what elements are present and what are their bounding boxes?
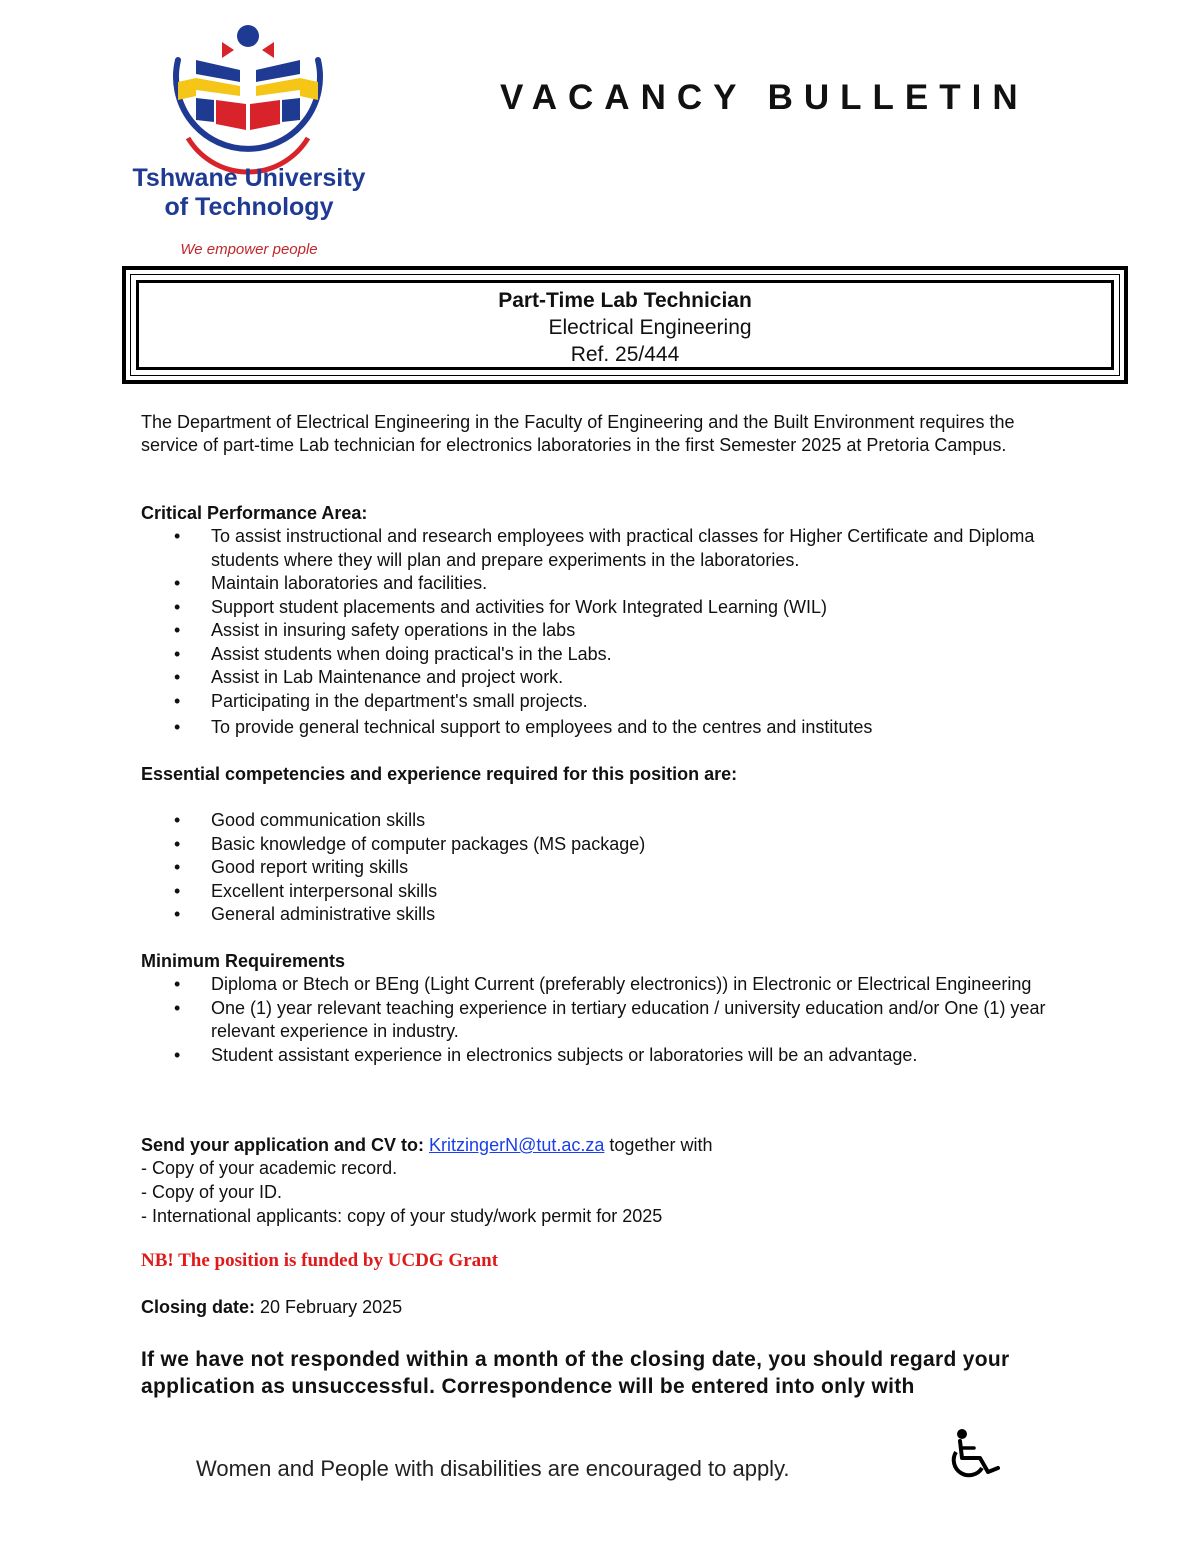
list-item: • Maintain laboratories and facilities. xyxy=(141,572,1071,596)
logo-emblem-icon xyxy=(118,20,380,265)
competencies-heading: Essential competencies and experience required for this position are: xyxy=(141,764,738,784)
list-item: • Good communication skills xyxy=(141,809,1071,833)
cpa-heading: Critical Performance Area: xyxy=(141,503,368,523)
list-item: • Assist in Lab Maintenance and project work. xyxy=(141,666,1071,690)
list-item: • Participating in the department's small projects. xyxy=(141,690,1071,714)
logo-tagline: We empower people xyxy=(180,241,318,258)
list-item: • Student assistant experience in electronics subjects or laboratories will be an advantage. xyxy=(141,1044,1071,1068)
list-item: • General administrative skills xyxy=(141,903,1071,927)
response-notice: If we have not responded within a month of the closing date, you should regard your application as unsuccessful. Correspondence will be entered into only with xyxy=(141,1348,1010,1398)
email-link[interactable]: KritzingerN@tut.ac.za xyxy=(429,1135,605,1155)
job-title-box xyxy=(122,266,1128,384)
requirements-heading: Minimum Requirements xyxy=(141,951,346,971)
list-item: • To assist instructional and research employees with practical classes for Higher Certificate and Diploma students where they will plan and prepare experiments in the laboratories. xyxy=(141,525,1071,572)
list-item: • Support student placements and activities for Work Integrated Learning (WIL) xyxy=(141,596,1071,620)
equity-statement: Women and People with disabilities are encouraged to apply. xyxy=(196,1456,790,1481)
intro-paragraph: The Department of Electrical Engineering in the Faculty of Engineering and the Built Environment requires the service of part-time Lab technician for electronics laboratories in the first Semester 2025 at Pretoria Campus. xyxy=(141,412,1015,455)
university-logo xyxy=(118,20,380,265)
job-title: Part-Time Lab Technician xyxy=(498,289,752,312)
list-item: • Basic knowledge of computer packages (MS package) xyxy=(141,833,1071,857)
list-item: • Assist in insuring safety operations in the labs xyxy=(141,619,1071,643)
list-item: • Excellent interpersonal skills xyxy=(141,880,1071,904)
application-item: - Copy of your academic record. xyxy=(141,1158,398,1178)
cpa-list xyxy=(141,525,1071,740)
closing-value: 20 February 2025 xyxy=(260,1297,403,1317)
application-item: - International applicants: copy of your study/work permit for 2025 xyxy=(141,1206,663,1226)
job-reference: Ref. 25/444 xyxy=(570,343,680,366)
application-lead: Send your application and CV to: xyxy=(141,1135,425,1155)
closing-label: Closing date: xyxy=(141,1297,256,1317)
logo-line2: of Technology xyxy=(164,193,334,221)
list-item: • One (1) year relevant teaching experience in tertiary education / university education and/or One (1) year relevant experience in industry. xyxy=(141,997,1071,1044)
list-item: • To provide general technical support to employees and to the centres and institutes xyxy=(141,716,1071,740)
requirements-list xyxy=(141,973,1071,1067)
logo-line1: Tshwane University xyxy=(132,164,366,192)
list-item: • Assist students when doing practical's in the Labs. xyxy=(141,643,1071,667)
wheelchair-icon xyxy=(946,1428,1006,1480)
application-line xyxy=(141,1134,1061,1157)
bulletin-title: VACANCY BULLETIN xyxy=(500,78,1029,117)
list-item: • Good report writing skills xyxy=(141,856,1071,880)
application-item: - Copy of your ID. xyxy=(141,1182,283,1202)
closing-date xyxy=(141,1296,1061,1319)
job-department: Electrical Engineering xyxy=(548,316,752,339)
application-tail: together with xyxy=(609,1135,713,1155)
list-item: • Diploma or Btech or BEng (Light Current (preferably electronics)) in Electronic or Electrical Engineering xyxy=(141,973,1071,997)
funding-note: NB! The position is funded by UCDG Grant xyxy=(141,1250,499,1271)
competencies-list xyxy=(141,809,1071,927)
